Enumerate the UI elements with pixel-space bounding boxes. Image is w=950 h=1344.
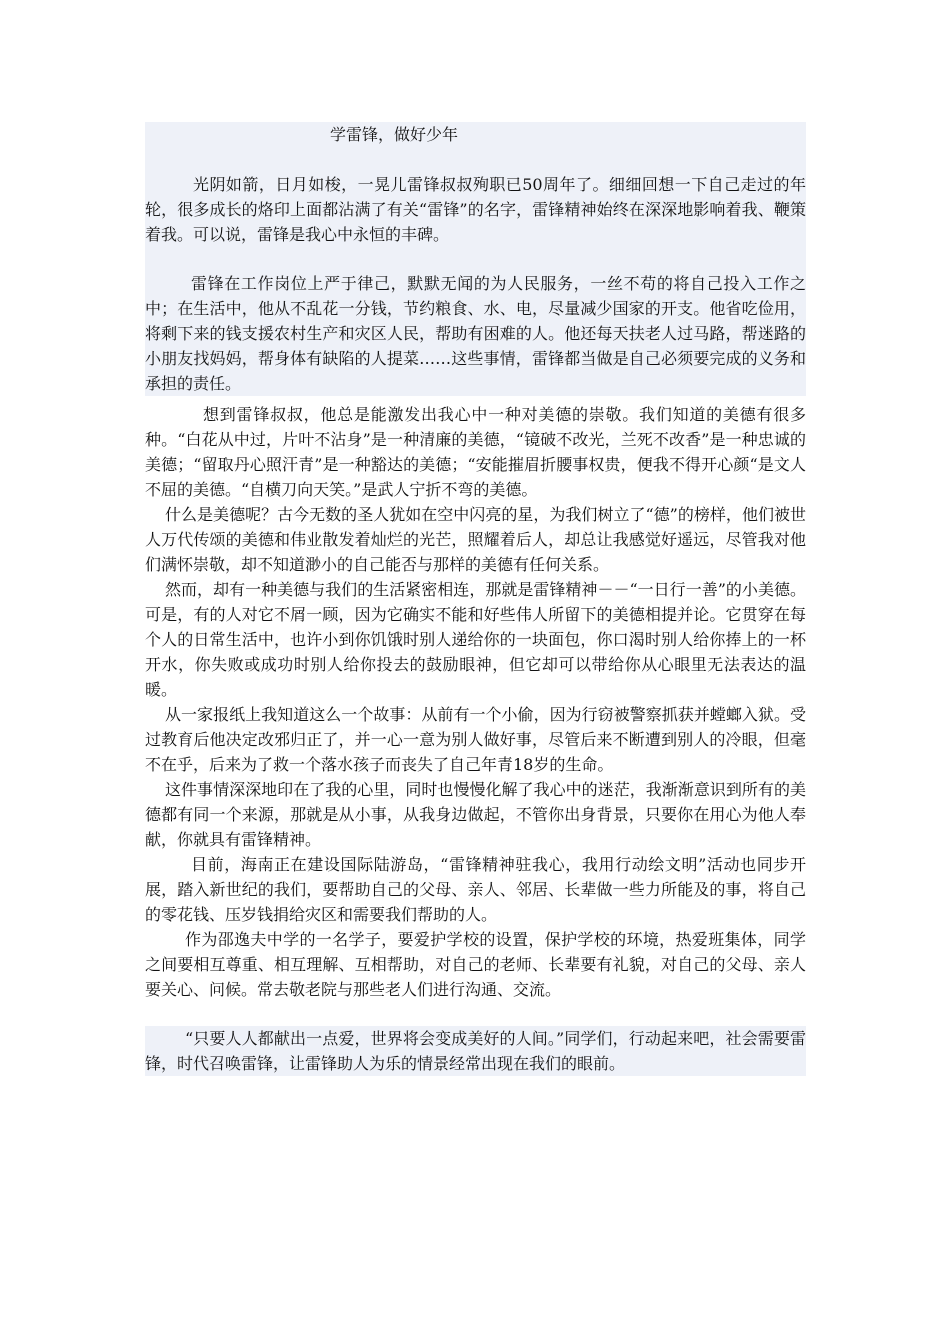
paragraph-10: “只要人人都献出一点爱，世界将会变成美好的人间。”同学们，行动起来吧，社会需要雷锋，时代召唤雷锋，让雷锋助人为乐的情景经常出现在我们的眼前。 bbox=[145, 1029, 806, 1073]
paragraph-9: 作为邵逸夫中学的一名学子，要爱护学校的设置，保护学校的环境，热爱班集体，同学之间要相互尊重、相互理解、互相帮助，对自己的老师、长辈要有礼貌，对自己的父母、亲人要关心、问候。常去敬老院与那些老人们进行沟通、交流。 bbox=[145, 930, 806, 999]
paragraph-2: 雷锋在工作岗位上严于律己，默默无闻的为人民服务，一丝不苟的将自己投入工作之中；在生活中，他从不乱花一分钱，节约粮食、水、电，尽量减少国家的开支。他省吃俭用，将剩下来的钱支援农村生产和灾区人民，帮助有困难的人。他还每天扶老人过马路，帮迷路的小朋友找妈妈，帮身体有缺陷的人提菜……这些事情，雷锋都当做是自己必须要完成的义务和承担的责任。 bbox=[145, 274, 806, 393]
paragraph-8: 目前，海南正在建设国际陆游岛，“雷锋精神驻我心，我用行动绘文明”活动也同步开展，踏入新世纪的我们，要帮助自己的父母、亲人、邻居、长辈做一些力所能及的事，将自己的零花钱、压岁钱捐给灾区和需要我们帮助的人。 bbox=[145, 855, 806, 924]
document-title: 学雷锋，做好少年 bbox=[330, 125, 459, 144]
paragraph-3: 想到雷锋叔叔，他总是能激发出我心中一种对美德的崇敬。我们知道的美德有很多种。“白花从中过，片叶不沾身”是一种清廉的美德，“镜破不改光，兰死不改香”是一种忠诚的美德；“留取丹心照汗青”是一种豁达的美德；“安能摧眉折腰事权贵，便我不得开心颜“是文人不屈的美德。“自横刀向天笑。”是武人宁折不弯的美德。 bbox=[145, 405, 806, 499]
paragraph-6: 从一家报纸上我知道这么一个故事：从前有一个小偷，因为行窃被警察抓获并螳螂入狱。受过教育后他决定改邪归正了，并一心一意为别人做好事，尽管后来不断遭到别人的冷眼，但毫不在乎，后来为了救一个落水孩子而丧失了自己年青18岁的生命。 bbox=[145, 705, 806, 774]
shaded-block-1 bbox=[145, 122, 806, 396]
document-page bbox=[145, 122, 806, 1076]
shaded-block-2 bbox=[145, 1026, 806, 1076]
paragraph-4: 什么是美德呢？古今无数的圣人犹如在空中闪亮的星，为我们树立了“德”的榜样，他们被世人万代传颂的美德和伟业散发着灿烂的光芒，照耀着后人，却总让我感觉好遥远，尽管我对他们满怀崇敬，却不知道渺小的自己能否与那样的美德有任何关系。 bbox=[145, 505, 806, 574]
paragraph-7: 这件事情深深地印在了我的心里，同时也慢慢化解了我心中的迷茫，我渐渐意识到所有的美德都有同一个来源，那就是从小事，从我身边做起，不管你出身背景，只要你在用心为他人奉献，你就具有雷锋精神。 bbox=[145, 780, 806, 849]
spacer bbox=[145, 1002, 806, 1026]
spacer bbox=[145, 148, 806, 172]
paragraph-1: 光阴如箭，日月如梭，一晃儿雷锋叔叔殉职已50周年了。细细回想一下自己走过的年轮，很多成长的烙印上面都沾满了有关“雷锋”的名字，雷锋精神始终在深深地影响着我、鞭策着我。可以说，雷锋是我心中永恒的丰碑。 bbox=[145, 175, 806, 244]
spacer bbox=[145, 247, 806, 271]
paragraph-5: 然而，却有一种美德与我们的生活紧密相连，那就是雷锋精神－－“一日行一善”的小美德。可是，有的人对它不屑一顾，因为它确实不能和好些伟人所留下的美德相提并论。它贯穿在每个人的日常生活中，也许小到你饥饿时别人递给你的一块面包，你口渴时别人给你捧上的一杯开水，你失败或成功时别人给你投去的鼓励眼神，但它却可以带给你从心眼里无法表达的温暖。 bbox=[145, 580, 806, 699]
